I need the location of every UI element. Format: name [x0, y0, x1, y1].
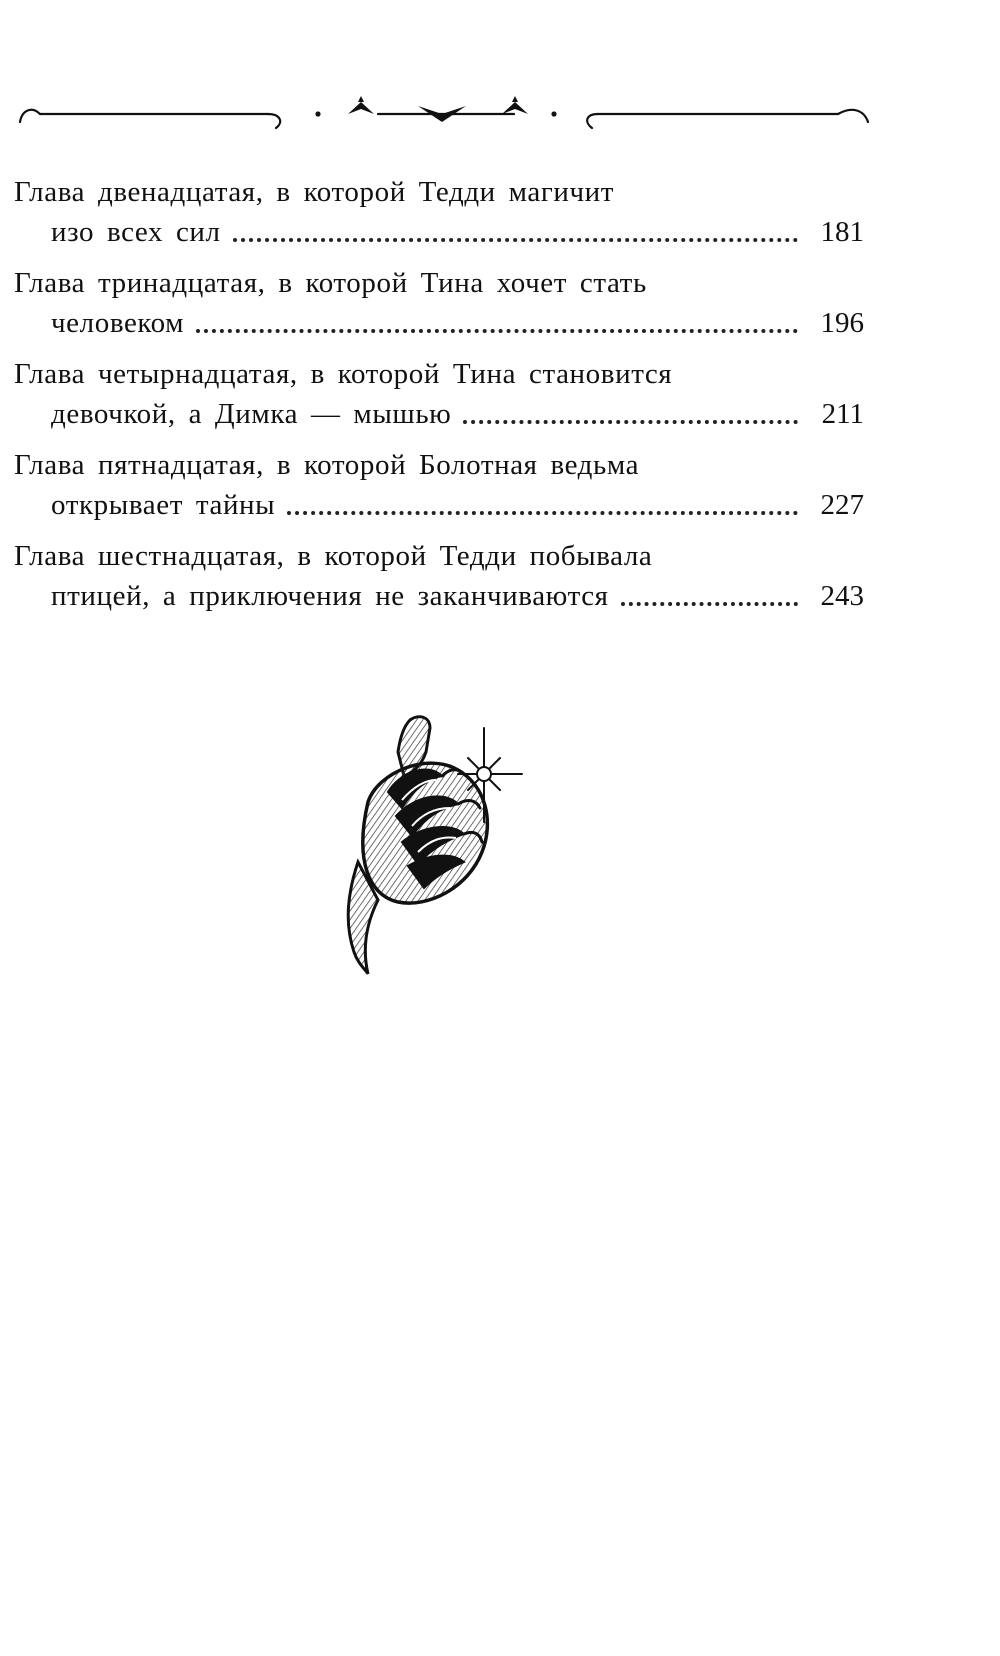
- toc-page-number: 227: [820, 489, 864, 521]
- toc-entry-16[interactable]: [14, 536, 864, 616]
- dot-leader: [233, 238, 798, 242]
- toc-entry-title: Глава тринадцатая, в которой Тина хочет стать: [14, 267, 647, 299]
- toc-entry-14[interactable]: [14, 354, 864, 434]
- toc-entry-title: Глава четырнадцатая, в которой Тина становится: [14, 358, 673, 390]
- toc-entry-title: Глава пятнадцатая, в которой Болотная ведьма: [14, 449, 640, 481]
- toc-entry-title-continuation: изо всех сил: [51, 216, 221, 248]
- dot-leader: [621, 602, 798, 606]
- toc-entry-13[interactable]: [14, 263, 864, 343]
- toc-page-number: 181: [820, 216, 864, 248]
- dot-leader: [196, 329, 798, 333]
- toc-entry-15[interactable]: [14, 445, 864, 525]
- toc-entry-title: Глава шестнадцатая, в которой Тедди побывала: [14, 540, 653, 572]
- toc-entry-title-continuation: девочкой, а Димка — мышью: [51, 398, 452, 430]
- dot-leader: [287, 511, 798, 515]
- toc-entry-title-continuation: птицей, а приключения не заканчиваются: [51, 580, 609, 612]
- toc-page-number: 196: [820, 307, 864, 339]
- toc-entry-12[interactable]: [14, 172, 864, 252]
- dragon-claw-illustration: [318, 712, 558, 980]
- toc-entry-title-continuation: открывает тайны: [51, 489, 276, 521]
- toc-page-number: 211: [821, 398, 864, 430]
- dot-leader: [463, 420, 798, 424]
- decorative-header-ornament: [18, 92, 874, 138]
- toc-entry-title-continuation: человеком: [51, 307, 185, 339]
- table-of-contents: [14, 172, 864, 627]
- toc-entry-title: Глава двенадцатая, в которой Тедди магичит: [14, 176, 615, 208]
- toc-page-number: 243: [820, 580, 864, 612]
